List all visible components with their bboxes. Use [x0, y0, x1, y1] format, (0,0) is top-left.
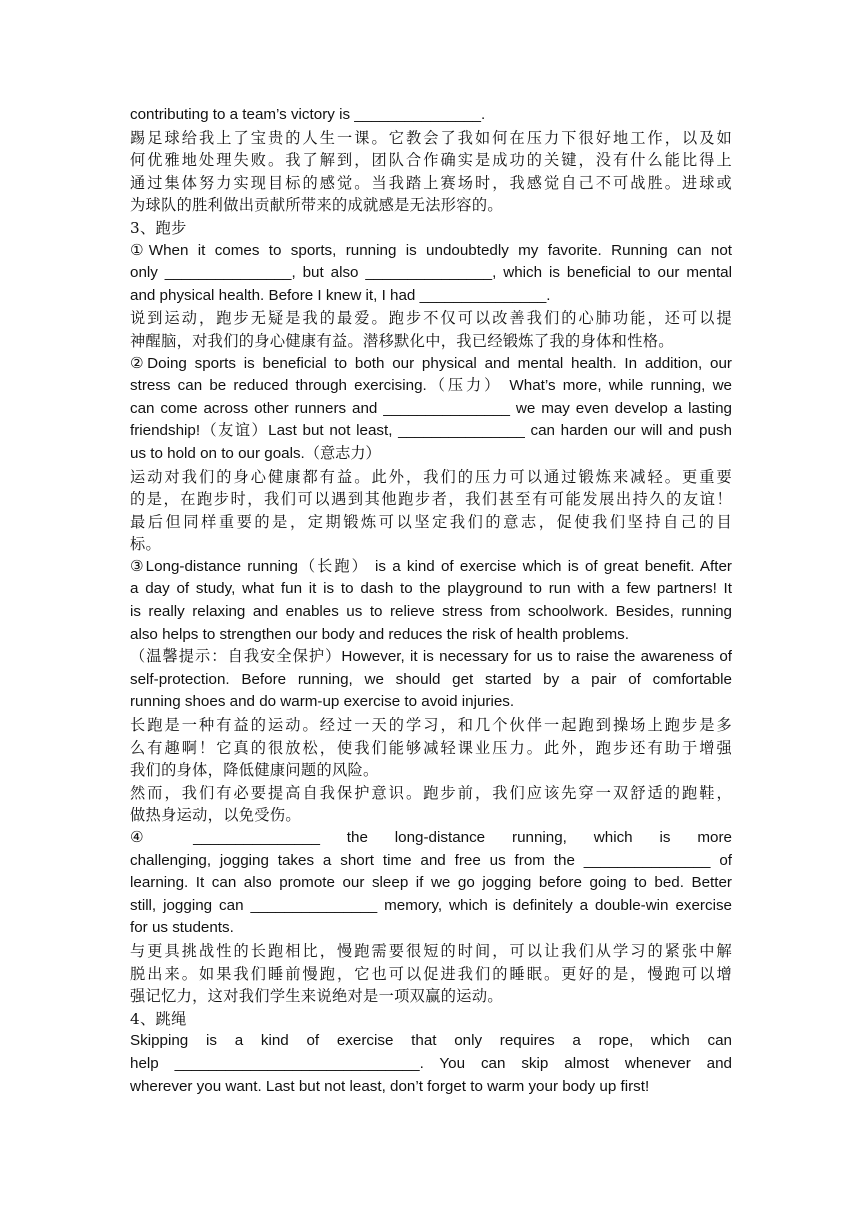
text-line: 强记忆力，这对我们学生来说绝对是一项双赢的运动。 [130, 987, 503, 1006]
text-line: us to hold on to our goals.（意志力） [130, 444, 381, 462]
text-line: 踢足球给我上了宝贵的人生一课。它教会了我如何在压力下很好地工作，以及如 [130, 128, 732, 147]
text-line: a day of study, what fun it is to dash to the playground to run with a few partners! It [130, 580, 732, 598]
text-line: 的是，在跑步时，我们可以遇到其他跑步者，我们甚至有可能发展出持久的友谊！ [130, 490, 732, 509]
text-line: ③Long-distance running（长跑） is a kind of exercise which is of great benefit. After [130, 557, 732, 575]
text-line: ④ _______________ the long-distance running, which is more [130, 829, 732, 846]
text-line: for us students. [130, 919, 234, 937]
text-line: can come across other runners and _______________ we may even develop a lasting [130, 399, 732, 417]
text-line: challenging, jogging takes a short time and free us from the _______________ of [130, 851, 732, 869]
text-line: 我们的身体，降低健康问题的风险。 [130, 761, 379, 780]
text-line: 做热身运动，以免受伤。 [130, 806, 301, 825]
section-heading: 4、跳绳 [130, 1009, 187, 1028]
text-line: running shoes and do warm-up exercise to avoid injuries. [130, 693, 515, 711]
text-line: 然而，我们有必要提高自我保护意识。跑步前，我们应该先穿一双舒适的跑鞋， [130, 783, 732, 802]
text-line: 何优雅地处理失败。我了解到，团队合作确实是成功的关键，没有什么能比得上 [130, 151, 732, 170]
text-line: （温馨提示：自我安全保护）However, it is necessary for us to raise the awareness of [130, 648, 732, 666]
text-line: 最后但同样重要的是，定期锻炼可以坚定我们的意志，促使我们坚持自己的目 [130, 512, 732, 531]
text-line: 么有趣啊！它真的很放松，使我们能够减轻课业压力。此外，跑步还有助于增强 [130, 738, 732, 757]
text-line: ②Doing sports is beneficial to both our physical and mental health. In addition, our [130, 354, 732, 372]
text-line: contributing to a team’s victory is _______________. [130, 106, 486, 123]
text-line: wherever you want. Last but not least, don’t forget to warm your body up first! [130, 1077, 650, 1095]
text-line: 为球队的胜利做出贡献所带来的成就感是无法形容的。 [130, 196, 503, 215]
text-line: self-protection. Before running, we should get started by a pair of comfortable [130, 670, 732, 688]
text-line: 神醒脑，对我们的身心健康有益。潜移默化中，我已经锻炼了我的身体和性格。 [130, 331, 674, 350]
text-line: Skipping is a kind of exercise that only requires a rope, which can [130, 1032, 732, 1050]
text-line: 脱出来。如果我们睡前慢跑，它也可以促进我们的睡眠。更好的是，慢跑可以增 [130, 964, 732, 983]
text-line: still, jogging can _______________ memory, which is definitely a double-win exercise [130, 896, 732, 914]
text-line: ①When it comes to sports, running is undoubtedly my favorite. Running can not [130, 241, 732, 259]
text-line: help _____________________________. You can skip almost whenever and [130, 1054, 732, 1072]
text-line: friendship!（友谊）Last but not least, _______________ can harden our will and push [130, 422, 732, 440]
document-page [130, 104, 732, 1098]
text-line: 说到运动，跑步无疑是我的最爱。跑步不仅可以改善我们的心肺功能，还可以提 [130, 309, 732, 328]
text-line: 与更具挑战性的长跑相比，慢跑需要很短的时间，可以让我们从学习的紧张中解 [130, 941, 732, 960]
text-line: and physical health. Before I knew it, I had _______________. [130, 286, 551, 304]
text-line: 长跑是一种有益的运动。经过一天的学习，和几个伙伴一起跑到操场上跑步是多 [130, 716, 732, 735]
text-line: stress can be reduced through exercising.（压力） What’s more, while running, we [130, 377, 732, 395]
text-line: 通过集体努力实现目标的感觉。当我踏上赛场时，我感觉自己不可战胜。进球或 [130, 173, 732, 192]
text-line: 运动对我们的身心健康都有益。此外，我们的压力可以通过锻炼来减轻。更重要 [130, 467, 732, 486]
text-line: is really relaxing and enables us to relieve stress from schoolwork. Besides, running [130, 603, 732, 621]
text-line: learning. It can also promote our sleep if we go jogging before going to bed. Better [130, 874, 732, 892]
section-heading: 3、跑步 [130, 218, 187, 237]
text-line: 标。 [130, 535, 162, 554]
text-line: only _______________, but also _______________, which is beneficial to our mental [130, 264, 732, 282]
text-line: also helps to strengthen our body and reduces the risk of health problems. [130, 625, 629, 643]
